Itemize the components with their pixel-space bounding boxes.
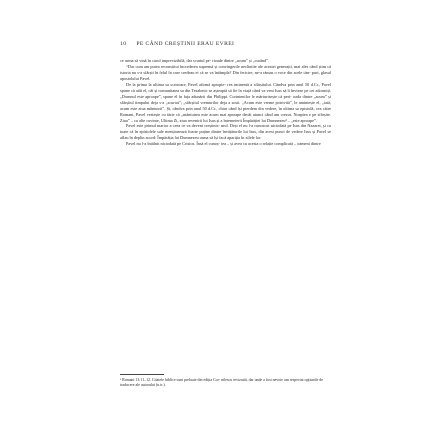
running-header (120, 40, 330, 48)
footnote: ³ Romani 13:11–12. Citatele biblice sunt preluate din ediția Cor- nilescu revizuită, dar unde a fost nevoie am respectat opțiunile de traducere ale autorului (n.tr.). (120, 378, 323, 388)
body-text (120, 58, 331, 147)
page-number: 10 (120, 41, 127, 47)
paragraph: ce urma să vină în curul imprevizibilă, dar scurtul pe- rioade dintre „acum” și „curând”. (120, 58, 270, 63)
paragraph: Pavel este primul martor a ceea ce va deveni creștinis- mul. Deși el nu l-a cunoscut niciodată pe Isus din Nazaret, și cu toate că în epistolele sale menționează foarte puține dintre învățăturile lui Isus, din acest punct de vedere Isus și Pavel se aflau în deplin acord: Împărăția lui Dumnezeu urma să își facă apariția în zilele lor. (120, 123, 331, 141)
paragraph: De la prima la ultima sa scrisoare, Pavel afirmă apropie- rea iminentă a sfârșitului. Cândva prin anul 50 d.Cr., Pavel spune că atât el, cât și comunitatea sa din Tesalonic se așteaptă să fie în viață când va veni Isus să îi învieze pe cei adormiți. „Domnul este aproape”, spune el în fața adunării din Philippi. Corintenilor le mărturisește că peri- oada dintre „acum” și sfârșitul timpului deja s-a „scurtat”; „sfârșitul vremurilor deja a sosit. „Acum este vreme potrivită”, le amintește el, „iată, acum este ziua mântuirii”. Și, cândva prin anul 50 d.Cr., chiar când își pierdem din vedere, în ultima sa epistolă, cea către Romani, Pavel vestește cu tărie că „mântuirea este acum mai aproape decât atunci când am crezut. Noaptea e pe sfârșite. Ziua” – cu alte cuvinte, Ultima Zi, ziua revenirii lui Isus și a întemeierii Împărăției lui Dumnezeu³ – „este aproape”. (120, 81, 331, 123)
paragraph: “Dar cum am putea reconstitui încrederea supremă și convingerile neclintite ale acestei generații, mai ales când știm că istoria nu s-a sfârșit în felul în care credeau ei că se va întâmpla? Din fericire, ne-a rămas o voce din acele tim- puri, glasul apostolului Pavel. (120, 63, 331, 81)
paragraph: Pavel nu l-a întâlnit niciodată pe Cristos. Însă el cunoș- tea – și avea cu acesta o relație complicată – oameni dintre (126, 141, 321, 147)
running-title: PE CÂND CREȘTINII ERAU EVREI (136, 41, 235, 47)
footnote-divider (120, 374, 164, 375)
